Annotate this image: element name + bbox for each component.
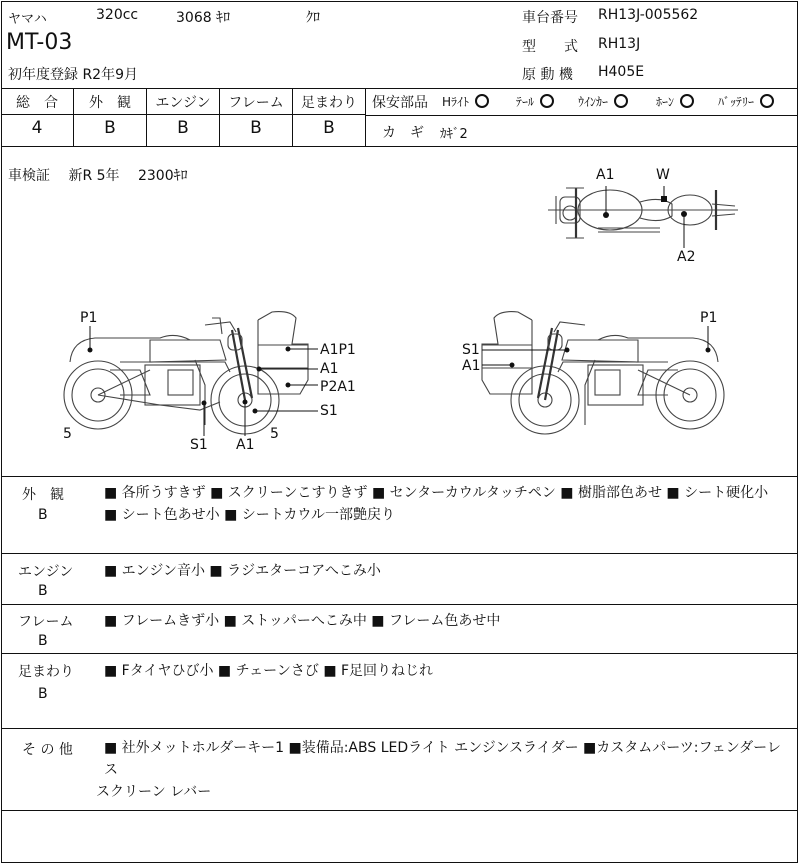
circle-mark-icon bbox=[680, 94, 694, 108]
divider bbox=[1, 653, 798, 654]
section-grade-frame: B bbox=[38, 633, 48, 649]
divider bbox=[1, 553, 798, 554]
label-left-s1-bottom: S1 bbox=[190, 437, 208, 453]
note-line: ■ フレームきず小 ■ ストッパーへこみ中 ■ フレーム色あせ中 bbox=[104, 613, 501, 629]
label-top-w: W bbox=[656, 167, 670, 183]
section-grade-suspension: B bbox=[38, 686, 48, 702]
maker: ヤマハ bbox=[8, 12, 47, 27]
section-title-other: そ の 他 bbox=[22, 742, 73, 758]
section-notes-engine bbox=[104, 560, 794, 582]
equipment-taillight bbox=[516, 93, 554, 110]
label-left-a1: A1 bbox=[320, 361, 339, 377]
grade-value-exterior: B bbox=[104, 118, 116, 138]
frame-no-label: 車台番号 bbox=[522, 10, 578, 26]
type-value: RH13J bbox=[598, 36, 641, 52]
equipment-horn bbox=[656, 93, 694, 110]
frame-no: RH13J-005562 bbox=[598, 7, 699, 23]
grade-value-engine: B bbox=[177, 118, 189, 138]
grade-header-frame: フレーム bbox=[228, 95, 284, 111]
label-left-p1: P1 bbox=[80, 310, 98, 326]
grade-value-frame: B bbox=[250, 118, 262, 138]
divider bbox=[1, 476, 798, 477]
label-right-s1: S1 bbox=[462, 342, 480, 358]
label-left-a1-bottom: A1 bbox=[236, 437, 255, 453]
inspection-info: 車検証 新R 5年 2300ｷﾛ bbox=[8, 168, 188, 184]
circle-mark-icon bbox=[614, 94, 628, 108]
divider bbox=[1, 728, 798, 729]
key-label: カ ギ bbox=[382, 125, 424, 141]
note-line: ■ エンジン音小 ■ ラジエターコアへこみ小 bbox=[104, 563, 381, 579]
label-left-p2a1: P2A1 bbox=[320, 379, 356, 395]
circle-mark-icon bbox=[760, 94, 774, 108]
divider bbox=[1, 114, 366, 115]
label-top-a2: A2 bbox=[677, 249, 696, 265]
note-line: ■ 社外メットホルダーキー1 ■装備品:ABS LEDライト エンジンスライダー ■カスタムパーツ:フェンダーレス bbox=[104, 740, 781, 778]
grade-value-overall: 4 bbox=[31, 118, 43, 138]
label-left-5-front: 5 bbox=[270, 426, 279, 442]
equipment-winker bbox=[578, 93, 628, 110]
section-grade-engine: B bbox=[38, 583, 48, 599]
section-notes-frame bbox=[104, 610, 794, 632]
section-grade-exterior: B bbox=[38, 507, 48, 523]
displacement: 320cc bbox=[96, 7, 139, 23]
engine-label: 原 動 機 bbox=[522, 67, 573, 83]
note-line: ■ シート色あせ小 ■ シートカウル一部艶戻り bbox=[104, 507, 395, 523]
divider bbox=[1, 810, 798, 811]
section-notes-exterior bbox=[104, 482, 794, 526]
divider bbox=[1, 604, 798, 605]
note-line: ■ 各所うすきず ■ スクリーンこすりきず ■ センターカウルタッチペン ■ 樹脂部色あせ ■ シート硬化小 bbox=[104, 485, 769, 501]
section-title-exterior: 外 観 bbox=[22, 487, 64, 503]
engine-value: H405E bbox=[598, 64, 645, 80]
color: ｸﾛ bbox=[306, 10, 320, 26]
divider bbox=[366, 115, 798, 116]
divider bbox=[1, 88, 798, 89]
circle-mark-icon bbox=[475, 94, 489, 108]
note-line: スクリーン レバー bbox=[96, 784, 212, 800]
right-side-motorcycle-icon bbox=[482, 312, 724, 434]
type-label: 型 式 bbox=[522, 39, 578, 55]
grade-header-engine: エンジン bbox=[155, 95, 211, 111]
grade-header-suspension: 足まわり bbox=[301, 95, 357, 111]
equipment-horn-label: ﾎｰﾝ bbox=[656, 95, 675, 109]
label-right-a1: A1 bbox=[462, 358, 481, 374]
divider bbox=[365, 88, 366, 146]
key-value: ｶｷﾞ2 bbox=[440, 127, 468, 142]
circle-mark-icon bbox=[540, 94, 554, 108]
equipment-taillight-label: ﾃｰﾙ bbox=[516, 95, 535, 109]
mileage: 3068 ｷﾛ bbox=[176, 10, 231, 26]
label-left-5-rear: 5 bbox=[63, 426, 72, 442]
section-notes-suspension bbox=[104, 660, 794, 682]
equipment-headlight-label: Hﾗｲﾄ bbox=[442, 95, 470, 109]
equipment-winker-label: ｳｲﾝｶｰ bbox=[578, 95, 609, 109]
motorcycle-diagram bbox=[0, 150, 800, 470]
section-title-frame: フレーム bbox=[18, 614, 74, 630]
model-name: MT-03 bbox=[6, 30, 73, 55]
section-title-engine: エンジン bbox=[18, 564, 74, 580]
grade-header-overall: 総 合 bbox=[16, 95, 58, 111]
equipment-headlight bbox=[442, 93, 489, 110]
note-line: ■ Fタイヤひび小 ■ チェーンさび ■ F足回りねじれ bbox=[104, 663, 434, 679]
equipment-battery-label: ﾊﾞｯﾃﾘｰ bbox=[718, 95, 755, 109]
first-registration: 初年度登録 R2年9月 bbox=[8, 67, 138, 83]
section-title-suspension: 足まわり bbox=[18, 664, 74, 680]
top-view-motorcycle-icon bbox=[548, 186, 738, 248]
grade-header-exterior: 外 観 bbox=[89, 95, 131, 111]
divider bbox=[1, 146, 798, 147]
grade-value-suspension: B bbox=[323, 118, 335, 138]
left-side-motorcycle-icon bbox=[64, 312, 318, 436]
label-right-p1: P1 bbox=[700, 310, 718, 326]
section-notes-other bbox=[96, 737, 794, 803]
label-left-a1p1: A1P1 bbox=[320, 342, 356, 358]
equipment-title: 保安部品 bbox=[372, 95, 428, 111]
label-left-s1: S1 bbox=[320, 403, 338, 419]
label-top-a1: A1 bbox=[596, 167, 615, 183]
equipment-battery bbox=[718, 93, 774, 110]
